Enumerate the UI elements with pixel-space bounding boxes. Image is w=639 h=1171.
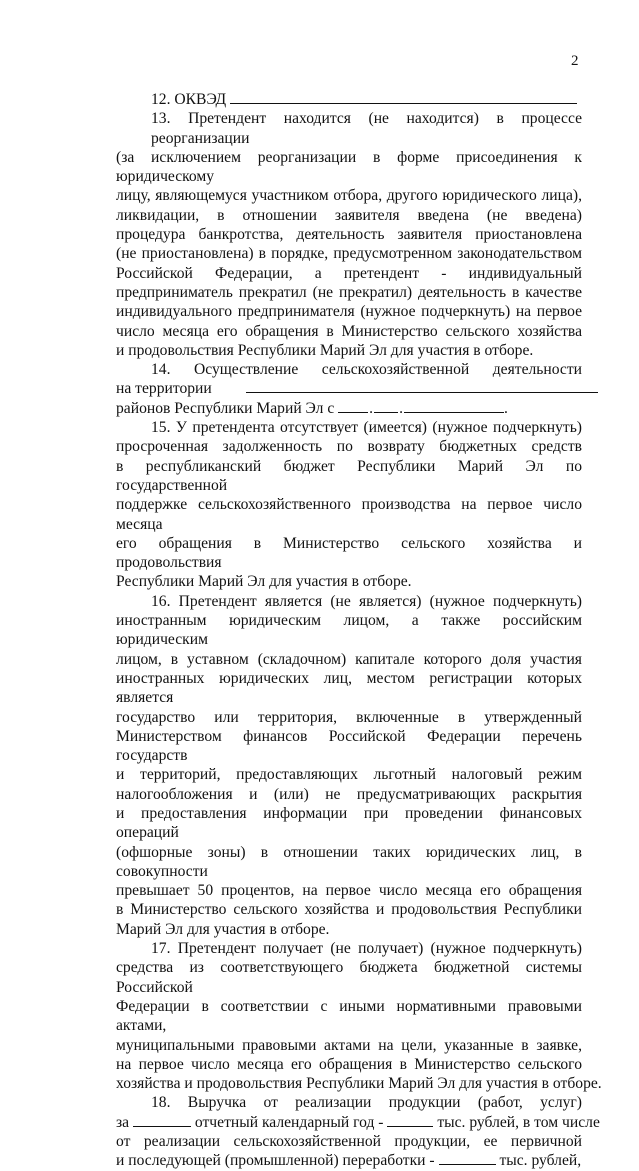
text-line [116,322,582,341]
line-text: в республиканский бюджет Республики Марий Эл по государственной [116,457,582,494]
line-text: число месяца его обращения в Министерство сельского хозяйства [116,322,582,340]
text-line [116,90,582,109]
line-text: 12. ОКВЭД [151,91,227,108]
text-line [116,765,582,784]
text-line [116,804,582,843]
line-text: от реализации сельскохозяйственной продукции, ее первичной [116,1133,582,1151]
text-line [116,1151,582,1170]
line-text: Республики Марий Эл для участия в отборе. [116,573,412,591]
line-text: Федерации в соответствии с иными нормативными правовыми актами, [116,997,582,1035]
text-line [116,920,582,939]
text-line [116,1113,600,1132]
line-text: 13. Претендент находится (не находится) в процессе реорганизации [151,110,582,147]
text-line [116,1132,582,1151]
paragraph [116,939,602,1093]
fill-in-blank[interactable] [230,91,577,104]
text-line [116,727,582,766]
text-line [116,244,582,263]
line-text: и предоставления информации при проведении финансовых операций [116,804,582,842]
line-text: ликвидации, в отношении заявителя введена (не введена) [116,206,582,224]
line-text: (не приостановлена) в порядке, предусмотренном законодательством [116,245,582,263]
paragraph [116,109,582,360]
text-line [116,457,582,496]
line-text: просроченная задолженность по возврату бюджетных средств [116,438,582,456]
text-line: районов Республики Марий Эл с . . . [116,399,508,417]
line-text: на первое число месяца его обращения в Министерство сельского [116,1055,582,1073]
line-text: и продовольствия Республики Марий Эл для участия в отборе. [116,341,534,359]
line-text: иностранных юридических лиц, местом регистрации которых является [116,669,582,707]
paragraph [116,418,582,592]
line-text: 16. Претендент является (не является) (нужное подчеркнуть) [151,592,582,610]
text-line [116,1055,582,1074]
fill-in-blank[interactable] [404,400,504,413]
fill-in-blank[interactable] [387,1114,433,1127]
text-line [116,341,582,360]
line-text: индивидуального предпринимателя (нужное подчеркнуть) на первое [116,303,582,321]
text-line [116,495,582,534]
paragraph [116,592,582,939]
line-text: тыс. рублей, в том числе [437,1113,600,1131]
line-text: 17. Претендент получает (не получает) (нужное подчеркнуть) [151,940,582,958]
line-text: отчетный календарный год - [194,1113,384,1131]
text-line [116,302,582,321]
text-line [116,379,582,398]
line-text: лицу, являющемуся участником отбора, другого юридического лица), [116,187,582,205]
text-line [116,437,582,456]
line-text: налогообложения и (или) не предусматривающих раскрытия [116,785,582,803]
line-text: муниципальными правовыми актами на цели, указанные в заявке, [116,1036,582,1054]
text-line [116,109,582,148]
text-line [116,611,582,650]
text-line [116,283,582,302]
text-line [116,360,582,379]
fill-in-blank[interactable] [133,1114,191,1127]
text-line [116,881,582,900]
line-text: Марий Эл для участия в отборе. [116,920,330,938]
text-line [116,148,582,187]
line-text: средства из соответствующего бюджета бюджетной системы Российской [116,959,582,996]
line-text: 18. Выручка от реализации продукции (работ, услуг) [151,1094,582,1112]
fill-in-blank[interactable] [439,1152,496,1165]
text-line [116,1036,582,1055]
text-line [116,534,582,573]
line-text: районов Республики Марий Эл с [116,399,335,417]
line-text: Министерством финансов Российской Федерации перечень государств [116,727,582,765]
paragraph [116,90,582,109]
text-line [116,939,582,958]
text-line [116,264,582,283]
line-text: на территории [116,380,212,398]
text-line [116,1093,582,1112]
line-text: и территорий, предоставляющих льготный налоговый режим [116,766,582,784]
text-line [116,418,582,437]
line-text: (за исключением реорганизации в форме присоединения к юридическому [116,148,582,186]
line-text: за [116,1113,130,1131]
line-text: хозяйства и продовольствия Республики Марий Эл для участия в отборе. [116,1075,602,1093]
line-text: тыс. рублей, [499,1152,582,1170]
text-line [116,206,582,225]
line-text: процедура банкротства, деятельность заявителя приостановлена [116,226,582,244]
text-line [116,669,582,708]
line-text: и последующей (промышленной) переработки - [116,1152,435,1170]
line-text: иностранным юридическим лицом, а также российским юридическим [116,612,582,649]
page-number: 2 [571,53,579,69]
fill-in-blank[interactable] [338,400,368,413]
text-line [116,843,582,882]
document-body [116,90,602,1171]
text-line [116,572,582,591]
line-text: превышает 50 процентов, на первое число месяца его обращения [116,882,582,900]
text-line [116,900,582,919]
fill-in-blank[interactable] [374,400,398,413]
text-line [116,997,582,1036]
line-text: поддержке сельскохозяйственного производства на первое число месяца [116,496,582,533]
text-line [116,225,582,244]
paragraph [116,360,582,418]
line-text: предприниматель прекратил (не прекратил) деятельность в качестве [116,283,582,301]
line-text: 15. У претендента отсутствует (имеется) (нужное подчеркнуть) [151,419,582,437]
text-line [116,186,582,205]
line-text: (офшорные зоны) в отношении таких юридических лиц, в совокупности [116,843,582,880]
text-line [116,650,582,669]
text-line [116,708,582,727]
text-line [116,958,582,997]
line-text: Российской Федерации, а претендент - индивидуальный [116,264,582,282]
line-text: в Министерство сельского хозяйства и продовольствия Республики [116,901,582,919]
line-text: лицом, в уставном (складочном) капитале которого доля участия [116,650,582,668]
text-line [116,785,582,804]
text-line [116,592,582,611]
text-line [116,1074,602,1093]
paragraph [116,1093,600,1170]
line-text: его обращения в Министерство сельского хозяйства и продовольствия [116,534,582,572]
line-text: государство или территория, включенные в утвержденный [116,708,582,726]
line-text: 14. Осуществление сельскохозяйственной деятельности [151,361,582,379]
fill-in-blank[interactable] [246,380,598,393]
